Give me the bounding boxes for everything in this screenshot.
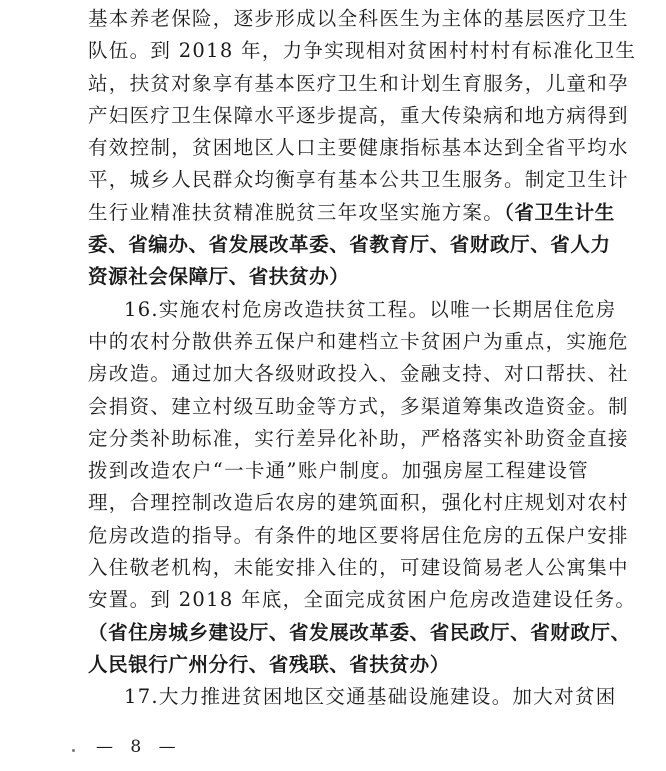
text-line <box>88 681 617 713</box>
body-text-segment: 拨到改造农户“一卡通”账户制度。加强房屋工程建设管 <box>88 459 589 483</box>
responsible-departments-text: （省卫生计生 <box>504 200 615 224</box>
body-text-segment: 安置。到 2018 年底，全面完成贫困户危房改造建设任务。 <box>88 588 637 612</box>
body-text-segment: 入住敬老机构，未能安排入住的，可建设简易老人公寓集中 <box>88 556 629 580</box>
text-line <box>88 3 629 35</box>
text-line <box>88 487 629 519</box>
text-line <box>88 423 629 455</box>
text-line <box>88 261 566 293</box>
body-text-segment: 中的农村分散供养五保户和建档立卡贫困户为重点，实施危 <box>88 329 629 353</box>
text-line <box>88 100 629 132</box>
responsible-departments-text: 资源社会保障厅、省扶贫办） <box>88 265 350 289</box>
body-text-segment: 房改造。通过加大各级财政投入、金融支持、对口帮扶、社 <box>88 362 629 386</box>
text-line <box>88 68 629 100</box>
body-text-segment: 生行业精准扶贫精准脱贫三年攻坚实施方案。 <box>88 200 505 224</box>
body-text-segment: 定分类补助标准，实行差异化补助，严格落实补助资金直接 <box>88 426 629 450</box>
responsible-departments-text: 委、省编办、省发展改革委、省教育厅、省财政厅、省人力 <box>88 233 611 257</box>
text-line <box>88 391 629 423</box>
body-text-segment: 会捐资、建立村级互助金等方式，多渠道筹集改造资金。制 <box>88 394 629 418</box>
text-line <box>88 649 566 681</box>
body-text-segment: 基本养老保险，逐步形成以全科医生为主体的基层医疗卫生 <box>88 7 629 30</box>
body-text-segment: 产妇医疗卫生保障水平逐步提高，重大传染病和地方病得到 <box>88 103 629 127</box>
text-line <box>88 552 629 584</box>
text-line <box>88 326 629 358</box>
body-text-segment: 17.大力推进贫困地区交通基础设施建设。加大对贫困 <box>124 685 617 709</box>
text-line <box>88 164 629 196</box>
text-line <box>88 520 629 552</box>
text-line <box>88 35 637 67</box>
body-text-segment: 有效控制，贫困地区人口主要健康指标基本达到全省平均水 <box>88 136 629 160</box>
responsible-departments-text: 人民银行广州分行、省残联、省扶贫办） <box>88 652 450 676</box>
responsible-departments-text: （省住房城乡建设厅、省发展改革委、省民政厅、省财政厅、 <box>88 620 631 644</box>
text-line <box>88 294 617 326</box>
text-line <box>88 617 631 649</box>
page-number: — 8 — <box>96 737 182 757</box>
body-text-segment: 队伍。到 2018 年，力争实现相对贫困村村村有标准化卫生 <box>88 39 637 63</box>
text-line <box>88 358 629 390</box>
body-text-segment: 16.实施农村危房改造扶贫工程。以唯一长期居住危房 <box>124 297 617 321</box>
body-text <box>88 3 637 714</box>
text-line <box>88 197 615 229</box>
body-text-segment: 平，城乡人民群众均衡享有基本公共卫生服务。制定卫生计 <box>88 168 629 192</box>
body-text-segment: 站，扶贫对象享有基本医疗卫生和计划生育服务，儿童和孕 <box>88 71 629 95</box>
text-line <box>88 455 589 487</box>
margin-dot <box>72 749 75 752</box>
text-line <box>88 584 637 616</box>
text-line <box>88 132 629 164</box>
body-text-segment: 危房改造的指导。有条件的地区要将居住危房的五保户安排 <box>88 523 629 547</box>
text-line <box>88 229 611 261</box>
body-text-segment: 理，合理控制改造后农房的建筑面积，强化村庄规划对农村 <box>88 491 629 515</box>
